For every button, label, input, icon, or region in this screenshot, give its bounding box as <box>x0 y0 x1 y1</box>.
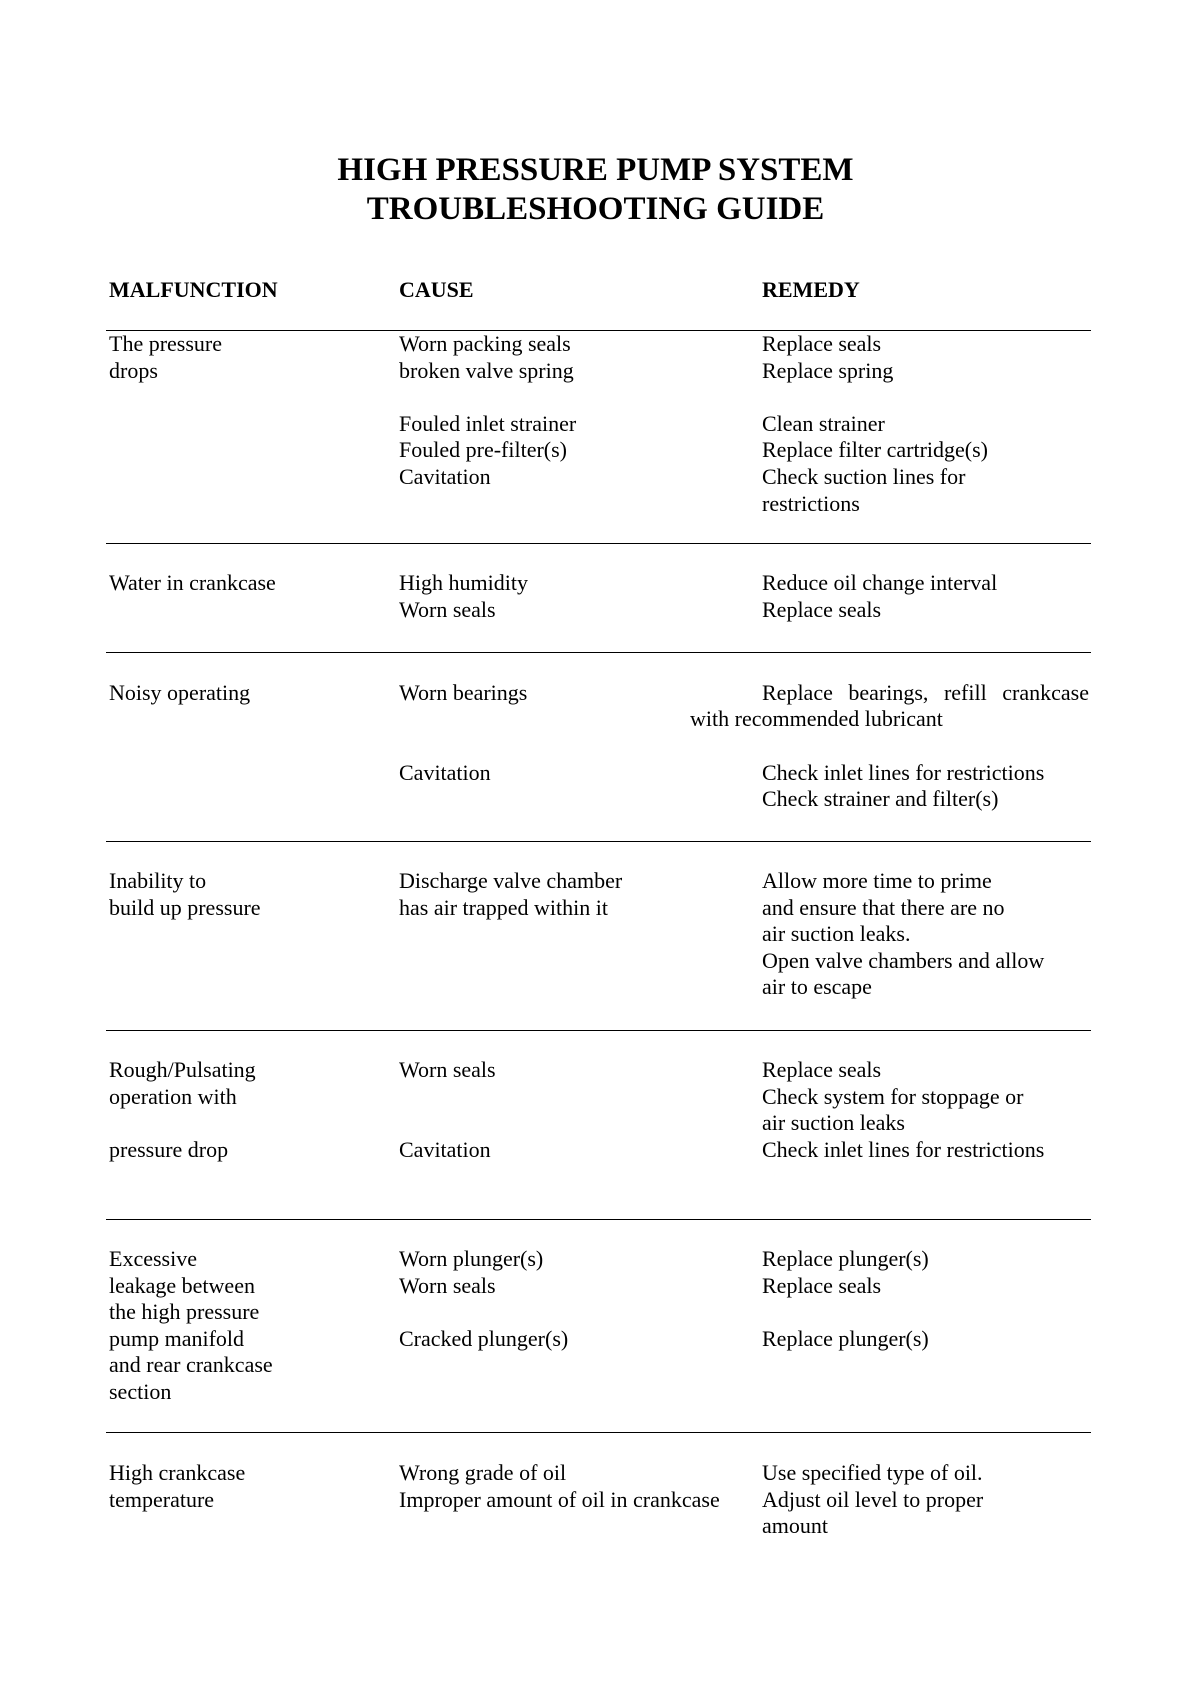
cause-text-line: broken valve spring <box>399 357 574 383</box>
cause-text-line: Fouled pre-filter(s) <box>399 437 567 463</box>
malfunction-text-line: build up pressure <box>109 894 261 920</box>
row-5-cause <box>399 1057 496 1163</box>
remedy-text-line <box>762 733 1044 760</box>
cause-text-line: Worn packing seals <box>399 331 571 356</box>
row-6-cause <box>399 1246 568 1352</box>
header-cause: CAUSE <box>399 277 474 302</box>
row-3-malfunction <box>109 680 250 707</box>
row-2-divider <box>106 652 1091 653</box>
remedy-text-line: Reduce oil change interval <box>762 570 998 595</box>
row-1-malfunction <box>109 331 222 384</box>
remedy-word: refill <box>943 680 987 705</box>
malfunction-text-line: Noisy operating <box>109 680 251 705</box>
malfunction-text-line: temperature <box>109 1486 215 1512</box>
remedy-text-line: Replace filter cartridge(s) <box>762 437 988 463</box>
row-1-divider <box>106 543 1091 544</box>
remedy-text-line: Check suction lines for <box>762 463 966 489</box>
cause-text-line <box>399 1299 568 1326</box>
document-title-line-1: HIGH PRESSURE PUMP SYSTEM <box>337 152 854 188</box>
remedy-text-line: Replace seals <box>762 1272 882 1298</box>
row-4-remedy <box>762 868 1044 1001</box>
row-5-divider <box>106 1219 1091 1220</box>
remedy-text-line: Replace seals <box>762 1057 882 1082</box>
cause-text-line: has air trapped within it <box>399 894 608 920</box>
row-1-remedy <box>762 331 988 517</box>
row-7-remedy <box>762 1460 983 1540</box>
malfunction-text-line: Rough/Pulsating <box>109 1057 256 1082</box>
remedy-text-line: Use specified type of oil. <box>762 1460 983 1485</box>
malfunction-text-line: Water in crankcase <box>109 570 276 595</box>
remedy-text-line: Check strainer and filter(s) <box>762 786 999 812</box>
row-3-divider <box>106 841 1091 842</box>
remedy-text-line <box>762 384 988 411</box>
malfunction-text-line: Excessive <box>109 1246 197 1271</box>
remedy-text-line <box>762 1299 929 1326</box>
cause-text-line: Cavitation <box>399 1136 491 1162</box>
cause-text-line: Wrong grade of oil <box>399 1460 567 1485</box>
cause-text-line: Cracked plunger(s) <box>399 1325 569 1351</box>
row-1-cause <box>399 331 576 491</box>
remedy-word: bearings, <box>848 680 929 705</box>
row-2-cause <box>399 570 528 623</box>
row-7-malfunction <box>109 1460 245 1513</box>
cause-text-line <box>399 707 527 734</box>
row-7-cause <box>399 1460 720 1513</box>
cause-text-line <box>399 733 527 760</box>
row-6-malfunction <box>109 1246 273 1406</box>
remedy-text-line: air suction leaks <box>762 1110 905 1136</box>
cause-text-line: High humidity <box>399 570 528 595</box>
cause-text-line <box>399 1110 496 1137</box>
remedy-text-line: and ensure that there are no <box>762 894 1005 920</box>
row-3-remedy-continuation: with recommended lubricant <box>690 706 943 731</box>
remedy-text-line: Check inlet lines for restrictions <box>762 759 1045 785</box>
document-title-line-2: TROUBLESHOOTING GUIDE <box>366 191 825 227</box>
remedy-text-line: Replace seals <box>762 596 882 622</box>
malfunction-text-line: pump manifold <box>109 1325 245 1351</box>
cause-text-line: Worn seals <box>399 1057 496 1082</box>
remedy-text-line: Adjust oil level to proper <box>762 1486 984 1512</box>
header-malfunction: MALFUNCTION <box>109 277 278 302</box>
malfunction-text-line: operation with <box>109 1083 237 1109</box>
remedy-text-line: air to escape <box>762 974 872 1000</box>
row-4-cause <box>399 868 622 921</box>
cause-text-line: Worn plunger(s) <box>399 1246 544 1271</box>
row-2-malfunction <box>109 570 276 597</box>
row-4-malfunction <box>109 868 261 921</box>
remedy-word: crankcase <box>1002 680 1089 705</box>
cause-text-line: Worn bearings <box>399 680 528 705</box>
remedy-text-line <box>762 707 1044 734</box>
cause-text-line: Worn seals <box>399 1272 496 1298</box>
malfunction-text-line: and rear crankcase <box>109 1352 273 1378</box>
row-4-divider <box>106 1030 1091 1031</box>
cause-text-line: Fouled inlet strainer <box>399 410 577 436</box>
remedy-word: Replace <box>762 680 833 705</box>
header-remedy: REMEDY <box>762 277 860 302</box>
row-6-remedy <box>762 1246 929 1352</box>
malfunction-text-line: the high pressure <box>109 1299 260 1325</box>
remedy-text-line: Check system for stoppage or <box>762 1083 1024 1109</box>
remedy-text-line: Replace spring <box>762 357 894 383</box>
remedy-text-line: Clean strainer <box>762 410 885 436</box>
cause-text-line: Improper amount of oil in crankcase <box>399 1486 720 1512</box>
remedy-text-line: Allow more time to prime <box>762 868 992 893</box>
remedy-text-line: restrictions <box>762 490 860 516</box>
cause-text-line: Worn seals <box>399 596 496 622</box>
malfunction-text-line: drops <box>109 357 158 383</box>
row-3-remedy <box>762 680 1044 813</box>
cause-text-line <box>399 1084 496 1111</box>
malfunction-text-line: leakage between <box>109 1272 255 1298</box>
cause-text-line: Discharge valve chamber <box>399 868 623 893</box>
malfunction-text-line: pressure drop <box>109 1136 229 1162</box>
remedy-text-line: Open valve chambers and allow <box>762 947 1045 973</box>
remedy-text-line: air suction leaks. <box>762 921 911 947</box>
malfunction-text-line: The pressure <box>109 331 223 356</box>
remedy-text-line: Check inlet lines for restrictions <box>762 1136 1045 1162</box>
remedy-text-line: Replace plunger(s) <box>762 1325 929 1351</box>
malfunction-text-line: Inability to <box>109 868 207 893</box>
row-5-malfunction <box>109 1057 256 1163</box>
cause-text-line: Cavitation <box>399 463 491 489</box>
remedy-text-line: Replace seals <box>762 331 882 356</box>
remedy-text-line: Replace plunger(s) <box>762 1246 929 1271</box>
malfunction-text-line: High crankcase <box>109 1460 246 1485</box>
cause-text-line <box>399 384 576 411</box>
malfunction-text-line <box>109 1110 256 1137</box>
cause-text-line: Cavitation <box>399 759 491 785</box>
row-2-remedy <box>762 570 997 623</box>
row-3-cause <box>399 680 527 786</box>
remedy-text-line: amount <box>762 1513 828 1539</box>
remedy-text-line <box>762 680 1044 707</box>
row-5-remedy <box>762 1057 1044 1163</box>
row-6-divider <box>106 1432 1091 1433</box>
malfunction-text-line: section <box>109 1378 172 1404</box>
